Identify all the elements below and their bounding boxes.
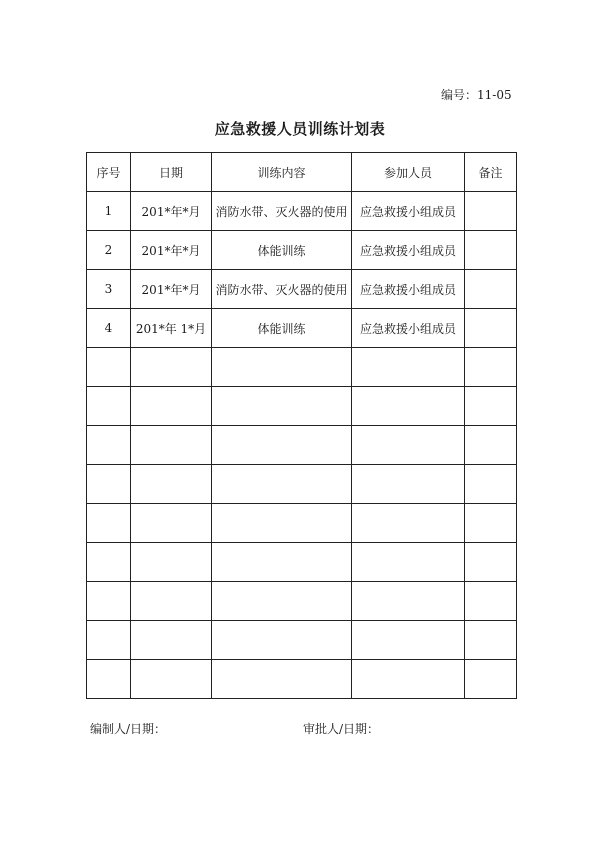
cell-date: 201*年*月 [131, 231, 212, 270]
cell-index [87, 660, 131, 699]
cell-content: 消防水带、灭火器的使用 [212, 192, 352, 231]
table-row [87, 582, 517, 621]
cell-index [87, 426, 131, 465]
cell-content [212, 348, 352, 387]
cell-remarks [465, 387, 517, 426]
cell-participants [352, 543, 465, 582]
training-plan-table [86, 152, 517, 699]
cell-participants [352, 387, 465, 426]
cell-content [212, 387, 352, 426]
cell-participants: 应急救援小组成员 [352, 270, 465, 309]
cell-date [131, 504, 212, 543]
cell-participants [352, 465, 465, 504]
cell-participants [352, 426, 465, 465]
cell-content [212, 582, 352, 621]
cell-content [212, 426, 352, 465]
page-title: 应急救援人员训练计划表 [214, 120, 386, 138]
column-header-remarks: 备注 [465, 153, 517, 192]
cell-content [212, 504, 352, 543]
table-row [87, 309, 517, 348]
table-row [87, 231, 517, 270]
cell-index [87, 504, 131, 543]
cell-date [131, 582, 212, 621]
table-row [87, 621, 517, 660]
cell-date: 201*年*月 [131, 270, 212, 309]
cell-remarks [465, 309, 517, 348]
cell-date: 201*年*月 [131, 192, 212, 231]
table-row [87, 660, 517, 699]
cell-index: 1 [87, 192, 131, 231]
table-row [87, 348, 517, 387]
cell-index: 4 [87, 309, 131, 348]
cell-date: 201*年 1*月 [131, 309, 212, 348]
cell-index [87, 582, 131, 621]
cell-participants [352, 504, 465, 543]
table-row [87, 387, 517, 426]
cell-index [87, 543, 131, 582]
column-header-index: 序号 [87, 153, 131, 192]
cell-index: 2 [87, 231, 131, 270]
cell-content [212, 543, 352, 582]
table-row [87, 426, 517, 465]
cell-content: 体能训练 [212, 309, 352, 348]
table-row [87, 192, 517, 231]
table-row [87, 543, 517, 582]
cell-participants: 应急救援小组成员 [352, 231, 465, 270]
cell-remarks [465, 270, 517, 309]
table-body [87, 192, 517, 699]
cell-date [131, 465, 212, 504]
table-row [87, 504, 517, 543]
cell-participants [352, 582, 465, 621]
cell-date [131, 426, 212, 465]
cell-index [87, 621, 131, 660]
cell-content: 消防水带、灭火器的使用 [212, 270, 352, 309]
cell-remarks [465, 504, 517, 543]
cell-date [131, 543, 212, 582]
cell-index: 3 [87, 270, 131, 309]
cell-participants: 应急救援小组成员 [352, 309, 465, 348]
cell-remarks [465, 621, 517, 660]
document-number: 编号：11-05 [441, 88, 512, 102]
table-row [87, 270, 517, 309]
cell-content [212, 621, 352, 660]
cell-participants: 应急救援小组成员 [352, 192, 465, 231]
cell-remarks [465, 426, 517, 465]
table-row [87, 465, 517, 504]
column-header-participants: 参加人员 [352, 153, 465, 192]
column-header-content: 训练内容 [212, 153, 352, 192]
cell-date [131, 621, 212, 660]
cell-index [87, 348, 131, 387]
cell-remarks [465, 192, 517, 231]
cell-remarks [465, 348, 517, 387]
approved-by-label: 审批人/日期： [303, 722, 380, 736]
prepared-by-label: 编制人/日期： [90, 722, 167, 736]
table-header-row [87, 153, 517, 192]
cell-remarks [465, 660, 517, 699]
cell-remarks [465, 543, 517, 582]
cell-content [212, 465, 352, 504]
cell-remarks [465, 231, 517, 270]
cell-content: 体能训练 [212, 231, 352, 270]
cell-index [87, 387, 131, 426]
cell-participants [352, 621, 465, 660]
cell-participants [352, 348, 465, 387]
column-header-date: 日期 [131, 153, 212, 192]
cell-remarks [465, 582, 517, 621]
cell-index [87, 465, 131, 504]
cell-date [131, 660, 212, 699]
cell-participants [352, 660, 465, 699]
cell-remarks [465, 465, 517, 504]
cell-date [131, 348, 212, 387]
cell-date [131, 387, 212, 426]
cell-content [212, 660, 352, 699]
